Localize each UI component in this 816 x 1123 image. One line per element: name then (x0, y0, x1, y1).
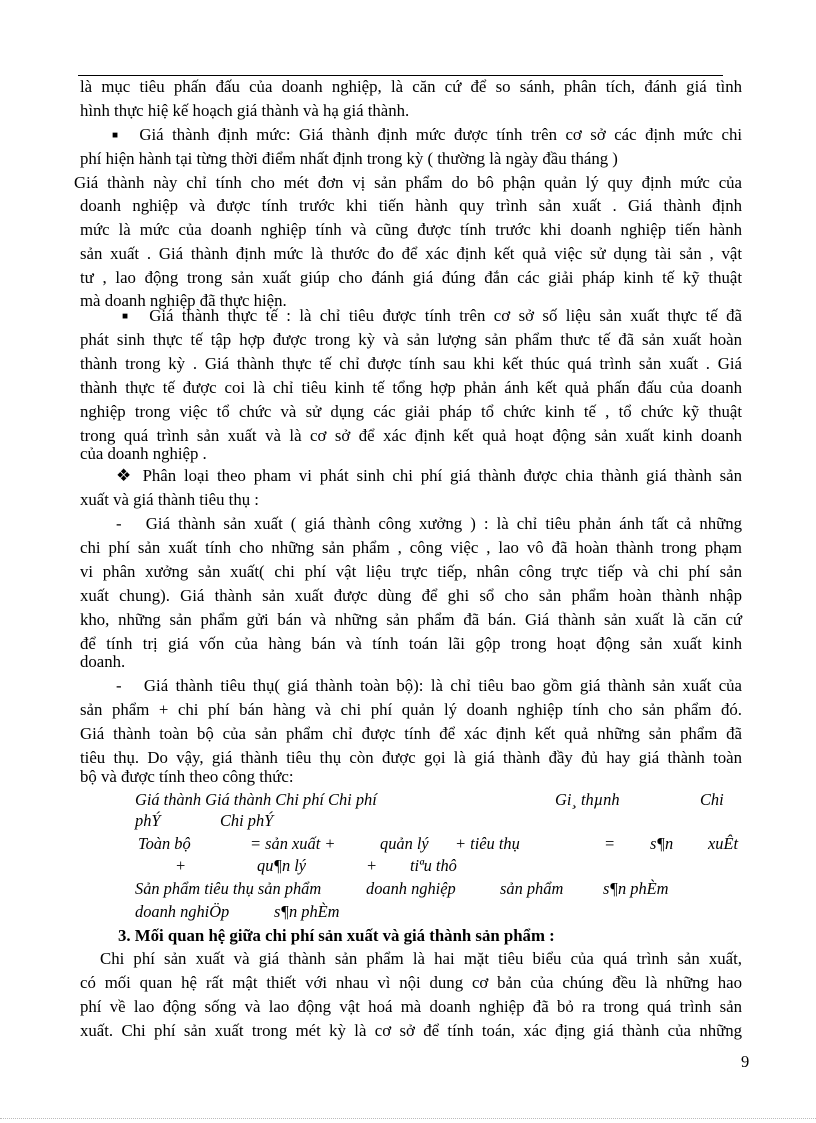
formula-text: s¶n phÈm (274, 902, 340, 921)
formula-text: Giá thành Giá thành Chi phí Chi phí (135, 790, 377, 809)
formula-text: Toàn bộ (138, 834, 191, 853)
text-line: thành trong kỳ . Giá thành thực tế chỉ được tính sau khi kết thúc quá trình sản xuất . Giá (80, 354, 742, 373)
dash-line: - Giá thành tiêu thụ( giá thành toàn bộ): là chỉ tiêu bao gồm giá thành sản xuất của (116, 676, 742, 695)
text-line: Chi phí sản xuất và giá thành sản phẩm là hai mặt tiêu biểu của quá trình sản xuất, (100, 949, 742, 968)
text-line: sản phẩm + chi phí bán hàng và chi phí quản lý doanh nghiệp tính cho sản phẩm đó. (80, 700, 742, 719)
formula-text: xuÊt (708, 834, 739, 853)
formula-text: qu¶n lý (257, 856, 307, 875)
formula-text: s¶n phÈm (603, 879, 669, 898)
text-line: vi phân xưởng sản xuất( chi phí vật liệu trực tiếp, nhân công trực tiếp và chi phí sản (80, 562, 742, 581)
formula-text: Chi (700, 790, 724, 809)
formula-text: s¶n (650, 834, 674, 853)
formula-text: + tiêu thụ (455, 834, 520, 853)
text-line: là mục tiêu phấn đấu của doanh nghiệp, là căn cứ để so sánh, phân tích, đánh giá tình (80, 77, 742, 96)
text-line: hình thực hiệ kế hoạch giá thành và hạ giá thành. (80, 101, 410, 120)
text-line: tư , lao động trong sản xuất giúp cho đánh giá đúng đắn các giải pháp kinh tế kỹ thuật (80, 268, 742, 287)
text-line: phí hiện hành tại từng thời điểm nhất định trong kỳ ( thường là ngày đầu tháng ) (80, 149, 618, 168)
formula-text: doanh nghiÖp (135, 902, 230, 921)
text-line: thành thực tế được coi là chỉ tiêu kinh tế tổng hợp phản ánh kết quả phấn đấu của doanh (80, 378, 742, 397)
formula-text: quản lý (380, 834, 429, 853)
header-rule (78, 75, 723, 76)
diamond-bullet-icon: ❖ (116, 466, 135, 485)
dash-bullet: - (116, 514, 122, 533)
formula-text: Gi¸ thµnh (555, 790, 620, 809)
text-line: sản xuất . Giá thành định mức là thước đo để xác định kết quả việc sử dụng tài sản , vật (80, 244, 742, 263)
formula-text: phÝ (135, 811, 161, 830)
text-line: có mối quan hệ rất mật thiết với nhau vì nội dung cơ bản của chúng đều là những hao (80, 973, 742, 992)
text-line: mà doanh nghiệp đã thực hiện. (80, 291, 287, 310)
text-line: bộ và được tính theo công thức: (80, 767, 294, 786)
formula-text: Sản phẩm tiêu thụ sản phẩm (135, 879, 322, 898)
square-bullet-icon: ■ (122, 311, 133, 322)
formula-text: doanh nghiệp (366, 879, 456, 898)
text-line: phát sinh thực tế tập hợp được trong kỳ và sản lượng sản phẩm thưc tế đã sản xuất hoàn (80, 330, 742, 349)
text-line: tiêu thụ. Do vậy, giá thành tiêu thụ còn được gọi là giá thành đầy đủ hay giá thành toàn (80, 748, 742, 767)
text-line: doanh nghiệp và được tính trước khi tiến hành quy trình sản xuất . Giá thành định (80, 196, 742, 215)
formula-text: sản phẩm (500, 879, 564, 898)
text-line: nghiệp trong việc tổ chức và sử dụng các giải pháp tổ chức kinh tế , tổ chức kỹ thuật (80, 402, 742, 421)
text-line: phí về lao động sống và lao động vật hoá mà doanh nghiệp đã bỏ ra trong quá trình sản (80, 997, 742, 1016)
text-line: Giá thành này chỉ tính cho mét đơn vị sản phẩm do bô phận quản lý quy định mức của (74, 173, 742, 192)
text-line: xuất và giá thành tiêu thụ : (80, 490, 259, 509)
page-number: 9 (741, 1052, 750, 1071)
formula-text: + (366, 856, 378, 875)
dash-line: - Giá thành sản xuất ( giá thành công xưởng ) : là chỉ tiêu phản ánh tất cả những (116, 514, 742, 533)
text-line: kho, những sản phẩm gửi bán và những sản phẩm đã bán. Giá thành sản xuất là căn cứ (80, 610, 742, 629)
text-line: để tính trị giá vốn của hàng bán và tính toán lãi gộp trong hoạt động sản xuất kinh (80, 634, 742, 653)
text-line: xuất. Chi phí sản xuất trong mét kỳ là cơ sở để tính toán, xác địng giá thành của những (80, 1021, 742, 1040)
formula-text: = sản xuất + (250, 834, 336, 853)
footer-dotted-rule (0, 1118, 816, 1119)
square-bullet-icon: ■ (112, 130, 123, 141)
bullet-line: ■ Giá thành thực tế : là chỉ tiêu được tính trên cơ sở số liệu sản xuất thực tế đã (122, 306, 742, 325)
text-line: mức là mức của doanh nghiệp tính và cũng được tính trước khi doanh nghiệp tiến hành (80, 220, 742, 239)
text-line: của doanh nghiệp . (80, 444, 207, 463)
formula-text: = (604, 834, 616, 853)
text-line: Giá thành toàn bộ của sản phẩm chỉ được tính để xác định kết quả những sản phẩm đã (80, 724, 742, 743)
text-line: chi phí sản xuất tính cho những sản phẩm , công việc , lao vô đã hoàn thành trong phạm (80, 538, 742, 557)
formula-text: tiªu thô (410, 856, 457, 875)
text-line: xuất chung). Giá thành sản xuất được dùng để ghi sổ cho sản phẩm hoàn thành nhập (80, 586, 742, 605)
formula-text: + (175, 856, 187, 875)
bullet-line: ■ Giá thành định mức: Giá thành định mức được tính trên cơ sở các định mức chi (112, 125, 743, 144)
text-line: doanh. (80, 652, 126, 671)
dash-bullet: - (116, 676, 122, 695)
formula-text: Chi phÝ (220, 811, 274, 830)
section-heading: 3. Mối quan hệ giữa chi phí sản xuất và giá thành sản phẩm : (118, 926, 555, 945)
bullet-line: ❖ Phân loại theo pham vi phát sinh chi phí giá thành được chia thành giá thành sản (116, 466, 743, 485)
text-line: trong quá trình sản xuất và là cơ sở để xác định kết quả hoạt động sản xuất kinh doanh (80, 426, 742, 445)
